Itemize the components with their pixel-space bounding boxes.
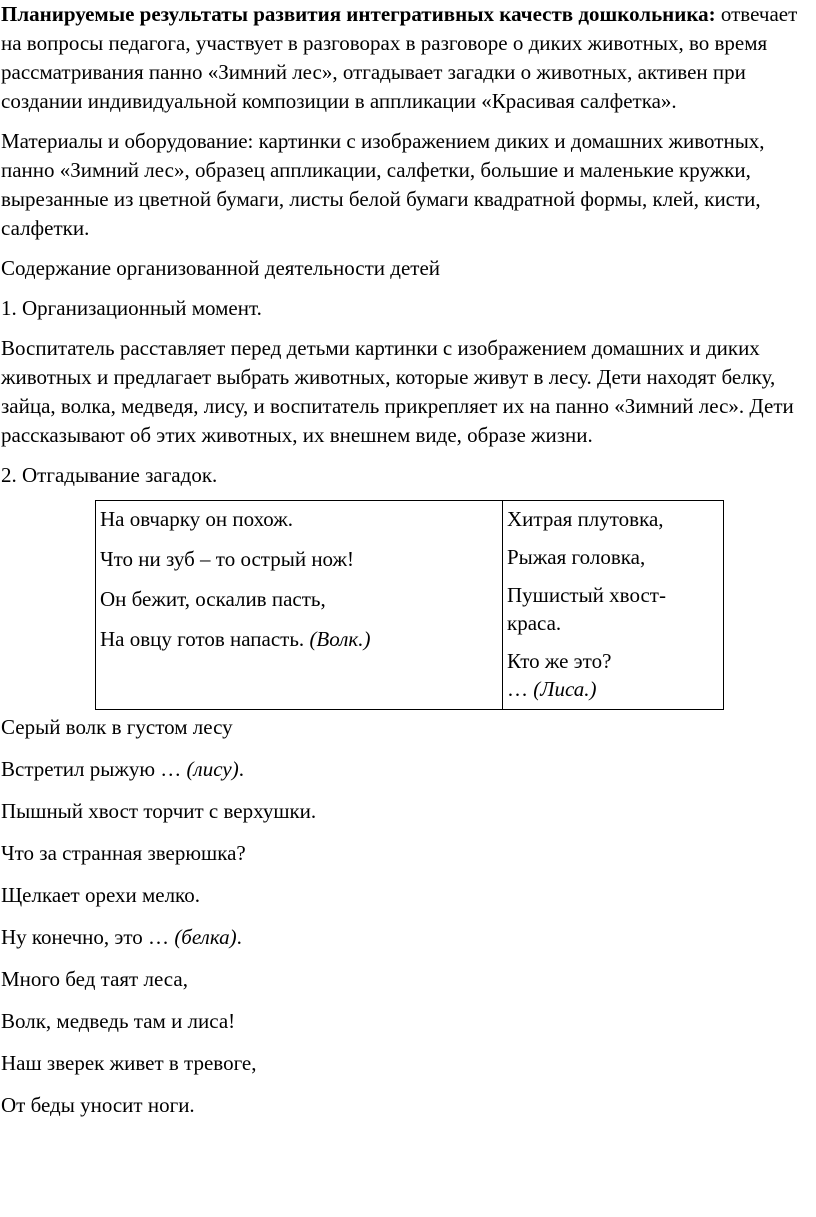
- riddle-ellipsis: …: [507, 677, 534, 701]
- poem-answer: (белка): [174, 925, 237, 949]
- poem-punct: .: [238, 757, 244, 781]
- riddle-line: Хитрая плутовка,: [507, 507, 664, 531]
- poem-line-with-answer: [1, 923, 816, 951]
- poem-line: Пышный хвост торчит с верхушки.: [1, 799, 317, 823]
- riddle-answer: (Лиса.): [533, 677, 597, 701]
- riddle-line: На овчарку он похож.: [100, 507, 294, 531]
- materials-paragraph: Материалы и оборудование: картинки с изображением диких и домашних животных, панно «Зимний лес», образец аппликации, салфетки, большие и маленькие кружки, вырезанные из цветной бумаги, листы белой бумаги квадратной формы, клей, кисти, салфетки.: [1, 129, 765, 240]
- riddle-question-block: [507, 647, 719, 703]
- riddles-table-row: [96, 501, 724, 710]
- poem-line: Много бед таят леса,: [1, 967, 188, 991]
- content-title: Содержание организованной деятельности детей: [1, 256, 441, 280]
- poem-line: Ну конечно, это …: [1, 925, 175, 949]
- poem-line-with-answer: [1, 755, 816, 783]
- planned-results-paragraph: [1, 0, 816, 116]
- step1-title: 1. Организационный момент.: [1, 296, 262, 320]
- poem-line: От беды уносит ноги.: [1, 1093, 195, 1117]
- poem-line: Что за странная зверюшка?: [1, 841, 246, 865]
- riddle-cell-fox: [503, 501, 724, 710]
- poem-line: Щелкает орехи мелко.: [1, 883, 200, 907]
- riddles-table: [95, 500, 724, 710]
- riddle-line: Он бежит, оскалив пасть,: [100, 587, 326, 611]
- poem-line: Серый волк в густом лесу: [1, 715, 233, 739]
- riddle-line: На овцу готов напасть.: [100, 627, 310, 651]
- riddle-line-with-answer: [100, 625, 498, 653]
- planned-results-heading: Планируемые результаты развития интегративных качеств дошкольника:: [1, 2, 716, 26]
- riddle-line: Что ни зуб – то острый нож!: [100, 547, 355, 571]
- riddle-answer: (Волк.): [309, 627, 371, 651]
- poem-line: Встретил рыжую …: [1, 757, 187, 781]
- riddle-line: Кто же это?: [507, 649, 612, 673]
- poem-answer: (лису): [186, 757, 239, 781]
- riddle-line: Рыжая головка,: [507, 545, 646, 569]
- riddle-cell-wolf: [96, 501, 503, 710]
- poem-line: Наш зверек живет в тревоге,: [1, 1051, 257, 1075]
- riddle-line: Пушистый хвост-краса.: [507, 583, 666, 635]
- planned-results-text: отвечает на вопросы педагога, участвует в разговорах в разговоре о диких животных, во время рассматривания панно «Зимний лес», отгадывает загадки о животных, активен при создании индивидуальной композиции в аппликации «Красивая салфетка».: [1, 2, 798, 113]
- step1-text: Воспитатель расставляет перед детьми картинки с изображением домашних и диких животных и предлагает выбрать животных, которые живут в лесу. Дети находят белку, зайца, волка, медведя, лису, и воспитатель прикрепляет их на панно «Зимний лес». Дети рассказывают об этих животных, их внешнем виде, образе жизни.: [1, 336, 794, 447]
- step2-title: 2. Отгадывание загадок.: [1, 463, 218, 487]
- riddle-poem: [1, 713, 816, 1119]
- poem-line: Волк, медведь там и лиса!: [1, 1009, 236, 1033]
- poem-punct: .: [236, 925, 242, 949]
